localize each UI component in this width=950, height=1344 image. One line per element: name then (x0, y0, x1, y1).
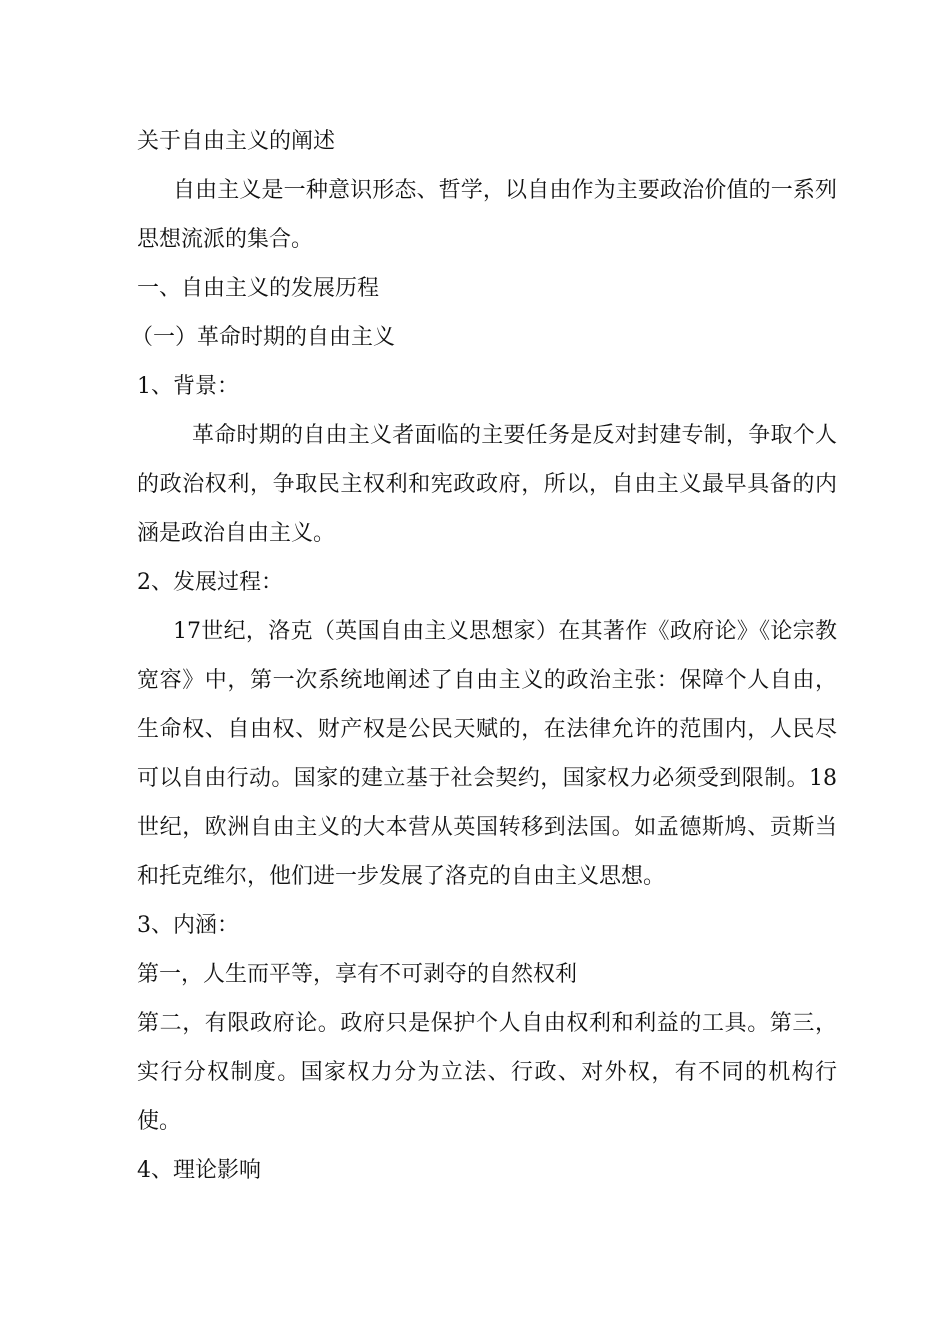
connotation-heading: 3、内涵： (137, 913, 239, 938)
development-paragraph: 17世纪，洛克（英国自由主义思想家）在其著作《政府论》《论宗教宽容》中，第一次系统地阐述了自由主义的政治主张：保障个人自由，生命权、自由权、财产权是公民天赋的，在法律允许的范围内，人民尽可以自由行动。国家的建立基于社会契约，国家权力必须受到限制。18世纪，欧洲自由主义的大本营从英国转移到法国。如孟德斯鸠、贡斯当和托克维尔，他们进一步发展了洛克的自由主义思想。 (137, 619, 837, 889)
background-paragraph: 革命时期的自由主义者面临的主要任务是反对封建专制，争取个人的政治权利，争取民主权利和宪政政府，所以，自由主义最早具备的内涵是政治自由主义。 (137, 423, 837, 546)
development-heading: 2、发展过程： (137, 570, 283, 595)
connotation-point-2: 第二，有限政府论。政府只是保护个人自由权利和利益的工具。第三，实行分权制度。国家权力分为立法、行政、对外权，有不同的机构行使。 (137, 1011, 837, 1134)
document-title: 关于自由主义的阐述 (137, 129, 336, 154)
influence-heading: 4、理论影响 (137, 1158, 261, 1183)
intro-paragraph: 自由主义是一种意识形态、哲学，以自由作为主要政治价值的一系列思想流派的集合。 (137, 178, 837, 252)
background-heading: 1、背景： (137, 374, 239, 399)
connotation-point-1: 第一，人生而平等，享有不可剥夺的自然权利 (137, 962, 578, 987)
document-body (131, 117, 837, 1195)
subsection-heading: （一）革命时期的自由主义 (131, 325, 396, 350)
section-heading: 一、自由主义的发展历程 (137, 276, 380, 301)
